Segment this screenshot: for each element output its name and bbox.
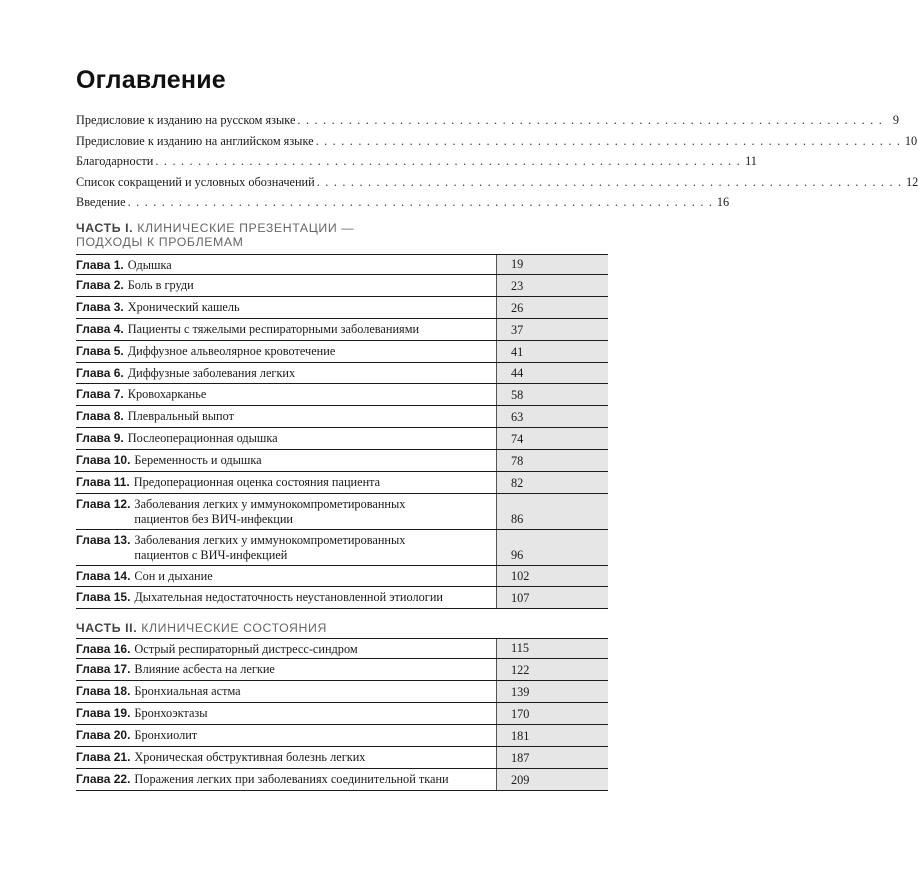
chapter-label: Глава 16. [76, 642, 131, 656]
chapter-row[interactable] [76, 747, 608, 769]
chapter-row[interactable] [76, 494, 608, 530]
chapter-row[interactable] [76, 363, 608, 384]
chapter-title: Боль в груди [127, 278, 194, 292]
chapter-title: Беременность и одышка [134, 453, 262, 467]
chapter-row[interactable] [76, 769, 608, 791]
part-number: ЧАСТЬ I. [76, 221, 134, 235]
chapter-label: Глава 15. [76, 590, 131, 604]
front-matter-item[interactable] [76, 174, 918, 196]
chapter-page: 19 [496, 255, 608, 274]
chapter-title: Хроническая обструктивная болезнь легких [134, 750, 366, 764]
dot-leader: . . . . . . . . . . . . . . . . . . . . . . . . . . . . . . . . . . . . . . . . . . . . . . . . . . . . . . . . . . . . . . . . . . . . . [127, 195, 714, 209]
chapter-row[interactable] [76, 450, 608, 472]
chapter-row[interactable] [76, 384, 608, 406]
chapter-title: Предоперационная оценка состояния пациента [133, 475, 381, 489]
chapter-label: Глава 20. [76, 728, 131, 742]
chapter-page: 209 [496, 769, 608, 790]
chapter-label: Глава 10. [76, 453, 131, 467]
chapter-row[interactable] [76, 275, 608, 297]
chapter-page: 26 [496, 297, 608, 318]
chapter-table [76, 638, 608, 791]
chapter-label: Глава 3. [76, 300, 124, 314]
chapter-title: Влияние асбеста на легкие [134, 662, 275, 676]
front-matter-item[interactable] [76, 154, 757, 175]
chapter-row[interactable] [76, 297, 608, 319]
chapter-label: Глава 11. [76, 475, 130, 489]
chapter-label: Глава 8. [76, 409, 124, 423]
chapter-page: 78 [496, 450, 608, 471]
front-matter-page: 11 [745, 154, 757, 168]
chapter-page: 86 [496, 494, 608, 529]
chapter-label: Глава 14. [76, 569, 131, 583]
part-title-continued: ПОДХОДЫ К ПРОБЛЕМАМ [76, 235, 244, 249]
chapter-row[interactable] [76, 681, 608, 703]
chapter-page: 170 [496, 703, 608, 724]
front-matter-page: 9 [892, 113, 899, 127]
chapter-label: Глава 7. [76, 387, 124, 401]
chapter-row[interactable] [76, 659, 608, 681]
chapter-row[interactable] [76, 428, 608, 450]
front-matter-label: Благодарности [76, 154, 154, 168]
chapter-page: 44 [496, 363, 608, 383]
dot-leader: . . . . . . . . . . . . . . . . . . . . . . . . . . . . . . . . . . . . . . . . . . . . . . . . . . . . . . . . . . . . . . . . . . . . . [155, 154, 741, 168]
part-title: КЛИНИЧЕСКИЕ ПРЕЗЕНТАЦИИ — [137, 221, 355, 235]
chapter-title: Плевральный выпот [127, 409, 234, 423]
chapter-row[interactable] [76, 341, 608, 363]
chapter-title: Бронхоэктазы [134, 706, 208, 720]
chapter-row[interactable] [76, 587, 608, 609]
front-matter-item[interactable] [76, 113, 899, 134]
chapter-label: Глава 18. [76, 684, 131, 698]
chapter-title: Хронический кашель [127, 300, 240, 314]
chapter-title: Кровохарканье [127, 387, 207, 401]
chapter-row[interactable] [76, 566, 608, 587]
front-matter-list [76, 113, 918, 216]
chapter-label: Глава 5. [76, 344, 124, 358]
part-heading [76, 621, 496, 635]
front-matter-page: 10 [904, 133, 918, 148]
front-matter-item[interactable] [76, 195, 730, 216]
chapter-row[interactable] [76, 703, 608, 725]
front-matter-label: Предисловие к изданию на английском языке [76, 133, 314, 148]
front-matter-label: Введение [76, 195, 126, 209]
chapter-title: Поражения легких при заболеваниях соединительной ткани [134, 772, 449, 786]
chapter-row[interactable] [76, 319, 608, 341]
chapter-title: Диффузные заболевания легких [127, 366, 296, 380]
chapter-page: 139 [496, 681, 608, 702]
chapter-page: 115 [496, 639, 608, 658]
chapter-label: Глава 4. [76, 322, 124, 336]
part-number: ЧАСТЬ II. [76, 621, 138, 635]
chapter-title: Сон и дыхание [134, 569, 213, 583]
chapter-label: Глава 12. [76, 497, 131, 511]
chapter-title: Послеоперационная одышка [127, 431, 278, 445]
chapter-title: Бронхиолит [134, 728, 198, 742]
chapter-row[interactable] [76, 254, 608, 275]
chapter-row[interactable] [76, 472, 608, 494]
chapter-page: 107 [496, 587, 608, 608]
part-heading [76, 221, 496, 249]
chapter-page: 23 [496, 275, 608, 296]
part-title: КЛИНИЧЕСКИЕ СОСТОЯНИЯ [141, 621, 327, 635]
front-matter-page: 16 [716, 195, 730, 209]
chapter-title: Бронхиальная астма [134, 684, 241, 698]
chapter-label: Глава 19. [76, 706, 131, 720]
chapter-page: 102 [496, 566, 608, 586]
chapter-label: Глава 9. [76, 431, 124, 445]
chapter-title: Одышка [127, 258, 172, 272]
chapter-table [76, 254, 608, 609]
chapter-row[interactable] [76, 638, 608, 659]
chapter-page: 58 [496, 384, 608, 405]
chapter-title: Диффузное альвеолярное кровотечение [127, 344, 336, 358]
chapter-title: Заболевания легких у иммунокомпрометированных пациентов с ВИЧ-инфекцией [134, 533, 406, 562]
chapter-label: Глава 6. [76, 366, 124, 380]
chapter-label: Глава 1. [76, 258, 124, 272]
dot-leader: . . . . . . . . . . . . . . . . . . . . . . . . . . . . . . . . . . . . . . . . . . . . . . . . . . . . . . . . . . . . . . . . . . . . . [297, 113, 883, 127]
chapter-page: 63 [496, 406, 608, 427]
chapter-label: Глава 2. [76, 278, 124, 292]
front-matter-page: 12 [906, 174, 918, 189]
chapter-label: Глава 21. [76, 750, 131, 764]
chapter-page: 82 [496, 472, 608, 493]
chapter-page: 181 [496, 725, 608, 746]
chapter-page: 96 [496, 530, 608, 565]
front-matter-label: Предисловие к изданию на русском языке [76, 113, 296, 127]
chapter-row[interactable] [76, 406, 608, 428]
dot-leader: . . . . . . . . . . . . . . . . . . . . . . . . . . . . . . . . . . . . . . . . . . . . . . . . . . . . . . . . . . . . . . . . . . . . . [315, 133, 902, 148]
chapter-row[interactable] [76, 530, 608, 566]
chapter-page: 187 [496, 747, 608, 768]
chapter-label: Глава 13. [76, 533, 131, 547]
page-title: Оглавление [76, 66, 226, 94]
chapter-page: 37 [496, 319, 608, 340]
chapter-label: Глава 22. [76, 772, 131, 786]
chapter-row[interactable] [76, 725, 608, 747]
chapter-label: Глава 17. [76, 662, 131, 676]
front-matter-label: Список сокращений и условных обозначений [76, 174, 315, 189]
chapter-title: Пациенты с тяжелыми респираторными заболеваниями [127, 322, 420, 336]
chapter-title: Дыхательная недостаточность неустановленной этиологии [134, 590, 443, 604]
chapter-page: 74 [496, 428, 608, 449]
chapter-title: Острый респираторный дистресс-синдром [134, 642, 358, 656]
front-matter-item[interactable] [76, 133, 918, 155]
chapter-page: 122 [496, 659, 608, 680]
dot-leader: . . . . . . . . . . . . . . . . . . . . . . . . . . . . . . . . . . . . . . . . . . . . . . . . . . . . . . . . . . . . . . . . . . . . . [316, 174, 903, 189]
chapter-page: 41 [496, 341, 608, 362]
chapter-title: Заболевания легких у иммунокомпрометированных пациентов без ВИЧ-инфекции [134, 497, 406, 526]
